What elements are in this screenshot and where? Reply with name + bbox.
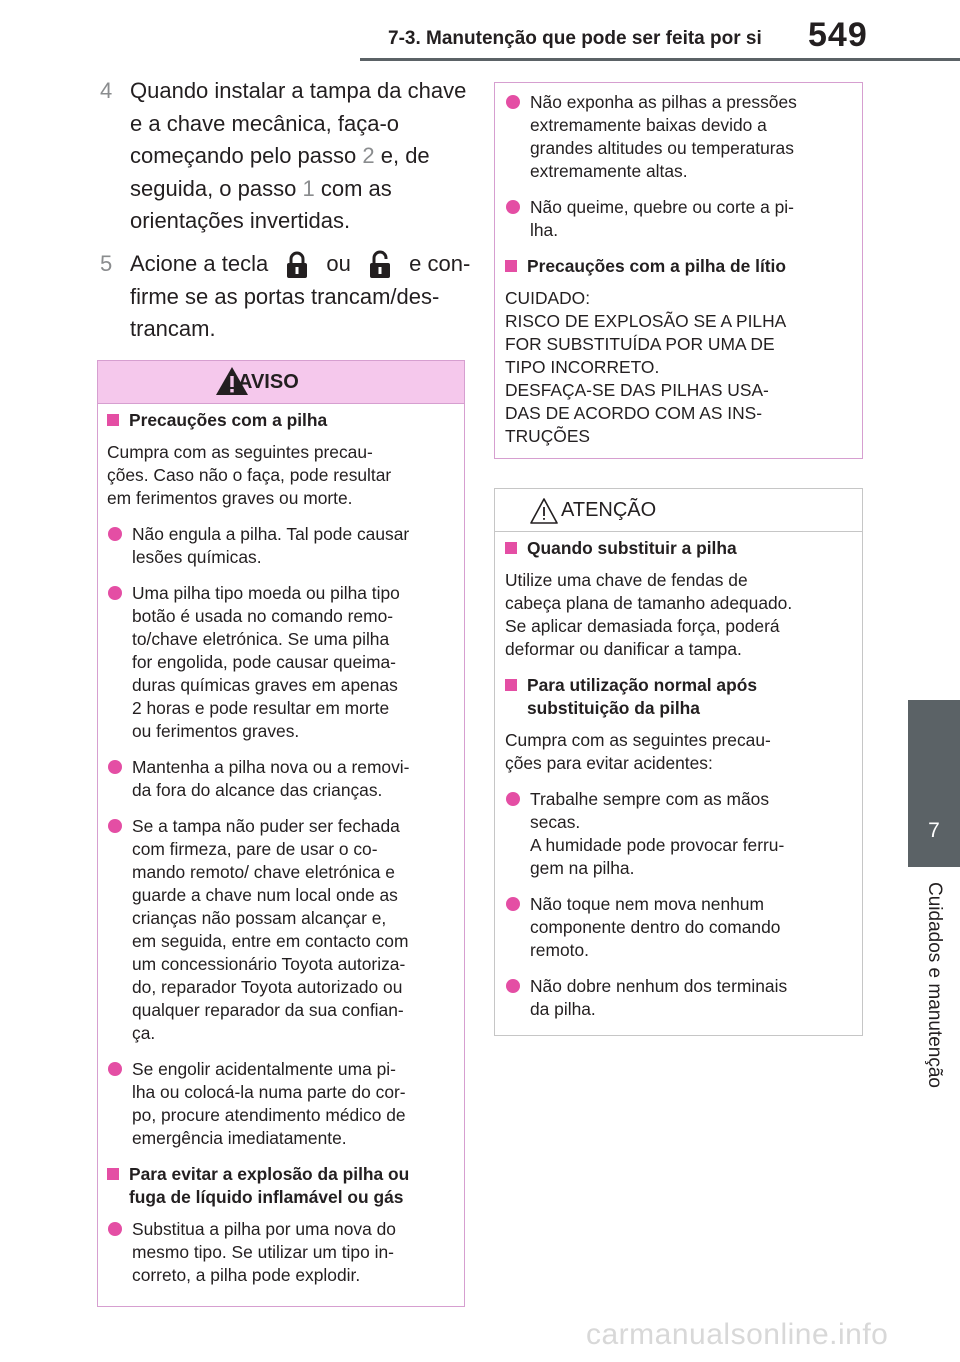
caution-text: CUIDADO: RISCO DE EXPLOSÃO SE A PILHA FOR SUBSTITUÍDA POR UMA DE TIPO INCORRETO. DESFAÇA-SE DAS PILHAS USA- DAS DE ACORDO COM AS INS- TRUÇÕES [505, 288, 787, 446]
warning-title: AVISO [238, 371, 299, 393]
page-number: 549 [808, 16, 868, 54]
step-text [130, 248, 475, 346]
warning-body [98, 404, 464, 1287]
step-number: 5 [100, 251, 113, 276]
warning-body [495, 83, 862, 448]
bullet-item: Não engula a pilha. Tal pode causar lesões químicas. [107, 523, 454, 569]
step-text-part: e, de seguida, o passo [130, 143, 430, 201]
paragraph: Utilize uma chave de fendas de cabeça plana de tamanho adequado. Se aplicar demasiada força, poderá deformar ou danificar a tampa. [505, 570, 793, 659]
chapter-name [882, 882, 960, 1132]
section-title: 7-3. Manutenção que pode ser feita por si [388, 28, 762, 49]
bullet-item: Não queime, quebre ou corte a pi- lha. [505, 196, 852, 242]
warning-box [97, 360, 465, 1307]
section-heading: Quando substituir a pilha [505, 537, 852, 560]
bullet-item: Se engolir acidentalmente uma pi- lha ou colocá-la numa parte do cor- po, procure atendimento médico de emergência imediatamente. [107, 1058, 454, 1150]
step-4 [100, 75, 470, 240]
unlock-icon [363, 250, 397, 280]
step-text-part: ou [320, 251, 358, 276]
paragraph: Cumpra com as seguintes precau- ções para evitar acidentes: [505, 730, 771, 773]
bullet-item: Não exponha as pilhas a pressões extremamente baixas devido a grandes altitudes ou temperaturas extremamente altas. [505, 91, 852, 183]
step-text-part: com as orientações invertidas. [130, 175, 392, 233]
attention-title: ATENÇÃO [561, 499, 657, 521]
warning-box-header [98, 361, 464, 404]
bullet-item: Mantenha a pilha nova ou a removi- da fora do alcance das crianças. [107, 756, 454, 802]
bullet-item: Substitua a pilha por uma nova do mesmo tipo. Se utilizar um tipo in- correto, a pilha pode explodir. [107, 1218, 454, 1287]
attention-body [495, 532, 862, 1021]
bullet-item: Não dobre nenhum dos terminais da pilha. [505, 975, 852, 1021]
section-heading: Precauções com a pilha de lítio [505, 255, 852, 278]
section-heading: Para utilização normal após substituição da pilha [505, 674, 852, 720]
step-text-part: e con-firme se as portas trancam/des-trancam. [130, 251, 471, 341]
paragraph: Cumpra com as seguintes precau- ções. Caso não o faça, pode resultar em ferimentos graves ou morte. [107, 442, 392, 508]
bullet-item: Não toque nem mova nenhum componente dentro do comando remoto. [505, 893, 852, 962]
step-5 [100, 248, 470, 348]
bullet-item: Se a tampa não puder ser fechada com firmeza, pare de usar o co- mando remoto/ chave eletrónica e guarde a chave num local onde as crianças não possam alcançar e, em seguida, entre em contacto com um concessionário Toyota autoriza- do, reparador Toyota autorizado ou qualquer reparador da sua confian- ça. [107, 815, 454, 1045]
step-text-part: Acione a tecla [130, 251, 275, 276]
warning-box-continued [494, 82, 863, 459]
chapter-name-text: Cuidados e manutenção [924, 882, 945, 1088]
step-ref: 2 [362, 143, 375, 168]
bullet-item: Trabalhe sempre com as mãos secas. A humidade pode provocar ferru- gem na pilha. [505, 788, 852, 880]
attention-box-header [495, 489, 862, 532]
bullet-item: Uma pilha tipo moeda ou pilha tipo botão é usada no comando remo- to/chave eletrónica. Se uma pilha for engolida, pode causar queima- duras químicas graves em apenas 2 horas e pode resultar em morte ou ferimentos graves. [107, 582, 454, 743]
lock-icon [280, 250, 314, 280]
step-text [130, 75, 475, 238]
step-ref: 1 [302, 175, 315, 201]
section-heading: Para evitar a explosão da pilha ou fuga de líquido inflamável ou gás [107, 1163, 454, 1209]
header-divider [360, 58, 960, 61]
step-text-part: Quando instalar a tampa da chave e a chave mecânica, faça-o começando pelo passo [130, 78, 467, 168]
watermark: carmanualsonline.info [586, 1318, 889, 1351]
caution-triangle-icon [529, 497, 559, 525]
chapter-number: 7 [928, 819, 940, 842]
attention-box [494, 488, 863, 1036]
step-number: 4 [100, 78, 113, 103]
section-heading: Precauções com a pilha [107, 409, 454, 432]
